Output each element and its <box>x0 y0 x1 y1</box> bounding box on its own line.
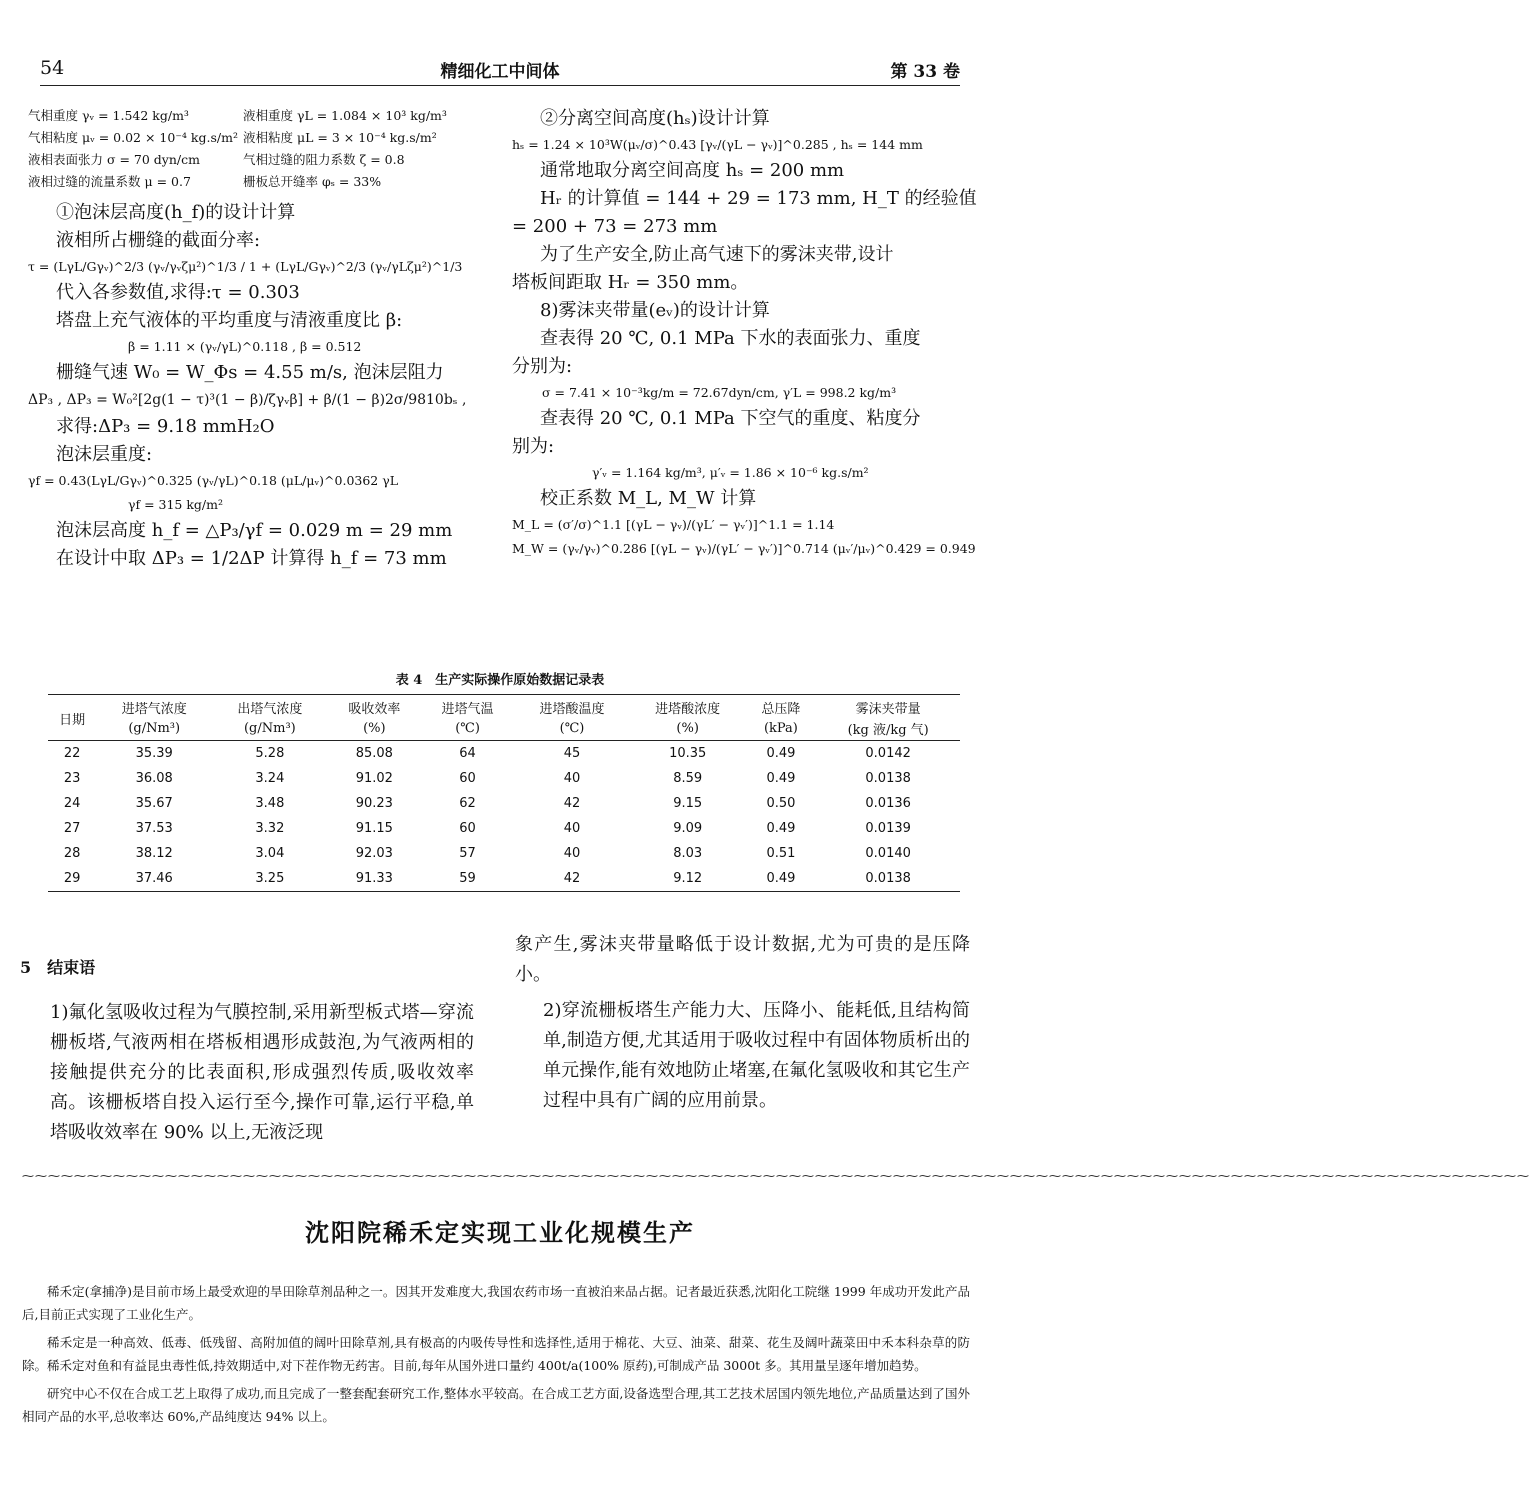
paragraph: 稀禾定(拿捕净)是目前市场上最受欢迎的旱田除草剂品种之一。因其开发难度大,我国农药市场一直被泊来品占据。记者最近获悉,沈阳化工院继 1999 年成功开发此产品后,目前正式实现了工业化生产。 <box>22 1284 970 1322</box>
cell: 57 <box>459 846 476 861</box>
cell: 3.24 <box>255 771 285 786</box>
column-header: 雾沫夹带量 <box>816 695 960 719</box>
formula-mw: M_W = (γᵥ/γᵥ)^0.286 [(γL − γᵥ)/(γL′ − γᵥ′)]^0.714 (μᵥ′/μᵥ)^0.429 = 0.949 <box>512 541 976 556</box>
cell: 8.59 <box>673 771 703 786</box>
cell: 3.25 <box>212 866 328 892</box>
cell: 91.15 <box>355 821 393 836</box>
subsection-heading: 8)雾沫夹带量(eᵥ)的设计计算 <box>540 300 770 321</box>
param: 气相重度 γᵥ = 1.542 kg/m³ <box>28 108 189 123</box>
cell: 40 <box>563 821 581 836</box>
cell: 40 <box>563 771 581 786</box>
cell: 91.02 <box>355 771 393 786</box>
paragraph: 研究中心不仅在合成工艺上取得了成功,而且完成了一整套配套研究工作,整体水平较高。在合成工艺方面,设备选型合理,其工艺技术居国内领先地位,产品质量达到了国外相同产品的水平,总收率达 60%,产品纯度达 94% 以上。 <box>22 1386 970 1424</box>
cell: 42 <box>563 796 581 811</box>
right-column <box>512 105 982 561</box>
table-row <box>48 741 960 767</box>
paragraph: 分别为: <box>512 356 573 377</box>
formula-ml: M_L = (σ′/σ)^1.1 [(γL − γᵥ)/(γL′ − γᵥ′)]^1.1 = 1.14 <box>512 517 835 532</box>
cell: 22 <box>63 746 81 761</box>
param: 液相重度 γL = 1.084 × 10³ kg/m³ <box>243 108 447 123</box>
cell: 29 <box>48 866 96 892</box>
column-header: 总压降 <box>746 695 817 719</box>
paragraph: 为了生产安全,防止高气速下的雾沫夹带,设计 <box>540 244 894 265</box>
cell: 60 <box>459 821 476 836</box>
table-row <box>48 766 960 791</box>
cell: 0.0138 <box>865 771 911 786</box>
formula-hs: hₛ = 1.24 × 10³W(μᵥ/σ)^0.43 [γᵥ/(γL − γᵥ)]^0.285 , hₛ = 144 mm <box>512 137 923 152</box>
formula-foam-density: γf = 0.43(LγL/Gγᵥ)^0.325 (γᵥ/γL)^0.18 (μL/μᵥ)^0.0362 γL <box>28 473 399 488</box>
page-header <box>40 55 960 86</box>
column-unit: (kg 液/kg 气) <box>816 718 960 741</box>
cell: 35.39 <box>135 746 173 761</box>
paragraph: 2)穿流栅板塔生产能力大、压降小、能耗低,且结构简单,制造方便,尤其适用于吸收过程中有固体物质析出的单元操作,能有效地防止堵塞,在氟化氢吸收和其它生产过程中具有广阔的应用前景。 <box>543 1000 970 1111</box>
column-unit: (%) <box>630 718 746 741</box>
formula-beta: β = 1.11 × (γᵥ/γL)^0.118 , β = 0.512 <box>128 339 362 354</box>
cell: 64 <box>459 746 476 761</box>
formula-foam-density-result: γf = 315 kg/m² <box>128 497 224 512</box>
cell: 0.0138 <box>816 866 960 892</box>
cell: 9.12 <box>630 866 746 892</box>
paragraph: 塔盘上充气液体的平均重度与清液重度比 β: <box>56 310 403 331</box>
column-header: 日期 <box>48 695 96 741</box>
table-header-row <box>48 695 960 719</box>
paragraph: 别为: <box>512 436 555 457</box>
column-unit: (%) <box>328 718 421 741</box>
left-column <box>28 105 490 573</box>
paragraph: 通常地取分离空间高度 hₛ = 200 mm <box>540 160 845 181</box>
cell: 8.03 <box>673 846 703 861</box>
subsection-heading: ②分离空间高度(hₛ)设计计算 <box>540 108 770 129</box>
cell: 90.23 <box>355 796 393 811</box>
parameter-list <box>28 105 490 193</box>
cell: 85.08 <box>355 746 393 761</box>
volume-label: 第 33 卷 <box>890 62 960 82</box>
cell: 0.0140 <box>865 846 911 861</box>
param: 栅板总开缝率 φₛ = 33% <box>243 174 382 189</box>
column-header: 进塔酸浓度 <box>630 695 746 719</box>
cell: 60 <box>459 771 476 786</box>
paragraph: 1)氟化氢吸收过程为气膜控制,采用新型板式塔—穿流栅板塔,气液两相在塔板相遇形成鼓泡,为气液两相的接触提供充分的比表面积,形成强烈传质,吸收效率高。该栅板塔自投入运行至今,操作可靠,运行平稳,单塔吸收效率在 90% 以上,无液泛现 <box>50 1002 474 1143</box>
table-units-row <box>48 718 960 741</box>
cell: 59 <box>421 866 514 892</box>
paragraph: 校正系数 M_L, M_W 计算 <box>540 488 757 509</box>
cell: 35.67 <box>135 796 173 811</box>
column-unit: (g/Nm³) <box>96 718 212 741</box>
cell: 28 <box>63 846 81 861</box>
column-header: 进塔气浓度 <box>96 695 212 719</box>
cell: 36.08 <box>135 771 173 786</box>
journal-title: 精细化工中间体 <box>440 62 560 82</box>
param: 液相表面张力 σ = 70 dyn/cm <box>28 152 200 167</box>
paragraph: 求得:ΔP₃ = 9.18 mmH₂O <box>56 416 275 437</box>
param: 液相过缝的流量系数 μ = 0.7 <box>28 174 191 189</box>
table-row <box>48 791 960 816</box>
cell: 5.28 <box>255 746 285 761</box>
decorative-divider: ⁓⁓⁓⁓⁓⁓⁓⁓⁓⁓⁓⁓⁓⁓⁓⁓⁓⁓⁓⁓⁓⁓⁓⁓⁓⁓⁓⁓⁓⁓⁓⁓⁓⁓⁓⁓⁓⁓⁓⁓⁓⁓⁓⁓⁓⁓⁓⁓⁓⁓⁓⁓⁓⁓⁓⁓⁓⁓⁓⁓⁓⁓⁓⁓⁓⁓⁓⁓⁓⁓⁓⁓⁓⁓⁓⁓⁓⁓⁓⁓⁓⁓⁓⁓⁓⁓⁓⁓⁓⁓⁓⁓⁓⁓⁓⁓⁓⁓⁓⁓⁓⁓⁓⁓⁓⁓⁓⁓⁓⁓⁓⁓⁓⁓⁓⁓ <box>22 1169 1530 1183</box>
column-unit: (g/Nm³) <box>212 718 328 741</box>
section-heading: 5 结束语 <box>20 958 96 977</box>
subsection-heading: ①泡沫层高度(h_f)的设计计算 <box>56 202 296 223</box>
paragraph: 象产生,雾沫夹带量略低于设计数据,尤为可贵的是压降小。 <box>515 934 970 985</box>
paragraph: 液相所占栅缝的截面分率: <box>56 230 261 251</box>
param: 液相粘度 μL = 3 × 10⁻⁴ kg.s/m² <box>243 130 437 145</box>
cell: 0.49 <box>766 821 796 836</box>
table-row <box>48 816 960 841</box>
cell: 27 <box>63 821 81 836</box>
cell: 3.04 <box>255 846 285 861</box>
cell: 0.49 <box>766 746 796 761</box>
paragraph: 泡沫层高度 h_f = △P₃/γf = 0.029 m = 29 mm <box>56 520 453 541</box>
paragraph: 代入各参数值,求得:τ = 0.303 <box>56 282 300 303</box>
column-unit: (kPa) <box>746 718 817 741</box>
cell: 38.12 <box>135 846 173 861</box>
page-number: 54 <box>40 57 65 79</box>
formula-water-props: σ = 7.41 × 10⁻³kg/m = 72.67dyn/cm, γ′L = 998.2 kg/m³ <box>542 385 897 400</box>
column-header: 进塔酸温度 <box>514 695 630 719</box>
column-header: 出塔气浓度 <box>212 695 328 719</box>
cell: 40 <box>563 846 581 861</box>
formula-air-props: γ′ᵥ = 1.164 kg/m³, μ′ᵥ = 1.86 × 10⁻⁶ kg.s/m² <box>592 465 869 480</box>
cell: 0.0139 <box>865 821 911 836</box>
cell: 0.0142 <box>865 746 911 761</box>
news-body <box>22 1280 970 1433</box>
column-unit: (℃) <box>514 718 630 741</box>
column-header: 吸收效率 <box>328 695 421 719</box>
cell: 37.53 <box>135 821 173 836</box>
table-caption: 表 4 生产实际操作原始数据记录表 <box>395 673 605 688</box>
param: 气相粘度 μᵥ = 0.02 × 10⁻⁴ kg.s/m² <box>28 130 238 145</box>
table-row <box>48 866 960 892</box>
cell: 23 <box>63 771 81 786</box>
conclusion-right <box>515 930 970 1116</box>
cell: 0.51 <box>766 846 796 861</box>
cell: 0.0136 <box>865 796 911 811</box>
table-row <box>48 841 960 866</box>
cell: 45 <box>563 746 581 761</box>
column-header: 进塔气温 <box>421 695 514 719</box>
paragraph: 查表得 20 ℃, 0.1 MPa 下空气的重度、粘度分 <box>540 408 921 429</box>
formula-tau: τ = (LγL/Gγᵥ)^2/3 (γᵥ/γᵥζμ²)^1/3 / 1 + (LγL/Gγᵥ)^2/3 (γᵥ/γLζμ²)^1/3 <box>28 259 463 274</box>
cell: 37.46 <box>96 866 212 892</box>
cell: 24 <box>63 796 81 811</box>
cell: 91.33 <box>328 866 421 892</box>
cell: 62 <box>459 796 476 811</box>
paragraph: = 200 + 73 = 273 mm <box>512 216 718 237</box>
paragraph: 泡沫层重度: <box>56 444 153 465</box>
cell: 92.03 <box>355 846 393 861</box>
cell: 10.35 <box>669 746 707 761</box>
param: 气相过缝的阻力系数 ζ = 0.8 <box>243 152 405 167</box>
cell: 9.09 <box>673 821 703 836</box>
paragraph: 塔板间距取 Hᵣ = 350 mm。 <box>512 272 749 293</box>
paragraph: 栅缝气速 W₀ = W_Φs = 4.55 m/s, 泡沫层阻力 <box>56 362 444 383</box>
paragraph: 查表得 20 ℃, 0.1 MPa 下水的表面张力、重度 <box>540 328 921 349</box>
cell: 3.32 <box>255 821 285 836</box>
formula-pressure-drop: ΔP₃ , ΔP₃ = W₀²[2g(1 − τ)³(1 − β)/ζγᵥβ] + β/(1 − β)2σ/9810bₛ , <box>28 392 467 408</box>
news-title: 沈阳院稀禾定实现工业化规模生产 <box>305 1218 695 1247</box>
cell: 0.49 <box>746 866 817 892</box>
paragraph: 稀禾定是一种高效、低毒、低残留、高附加值的阔叶田除草剂,具有极高的内吸传导性和选择性,适用于棉花、大豆、油菜、甜菜、花生及阔叶蔬菜田中禾本科杂草的防除。稀禾定对鱼和有益昆虫毒性低,持效期适中,对下茬作物无药害。目前,每年从国外进口量约 400t/a(100% 原药),可制成产品 3000t 多。其用量呈逐年增加趋势。 <box>22 1335 970 1373</box>
cell: 3.48 <box>255 796 285 811</box>
cell: 42 <box>514 866 630 892</box>
paragraph: Hᵣ 的计算值 = 144 + 29 = 173 mm, H_T 的经验值 <box>540 188 977 209</box>
data-table <box>48 694 960 892</box>
cell: 9.15 <box>673 796 703 811</box>
paragraph: 在设计中取 ΔP₃ = 1/2ΔP 计算得 h_f = 73 mm <box>56 548 447 569</box>
conclusion-left <box>22 998 474 1148</box>
column-unit: (℃) <box>421 718 514 741</box>
cell: 0.49 <box>766 771 796 786</box>
cell: 0.50 <box>766 796 796 811</box>
